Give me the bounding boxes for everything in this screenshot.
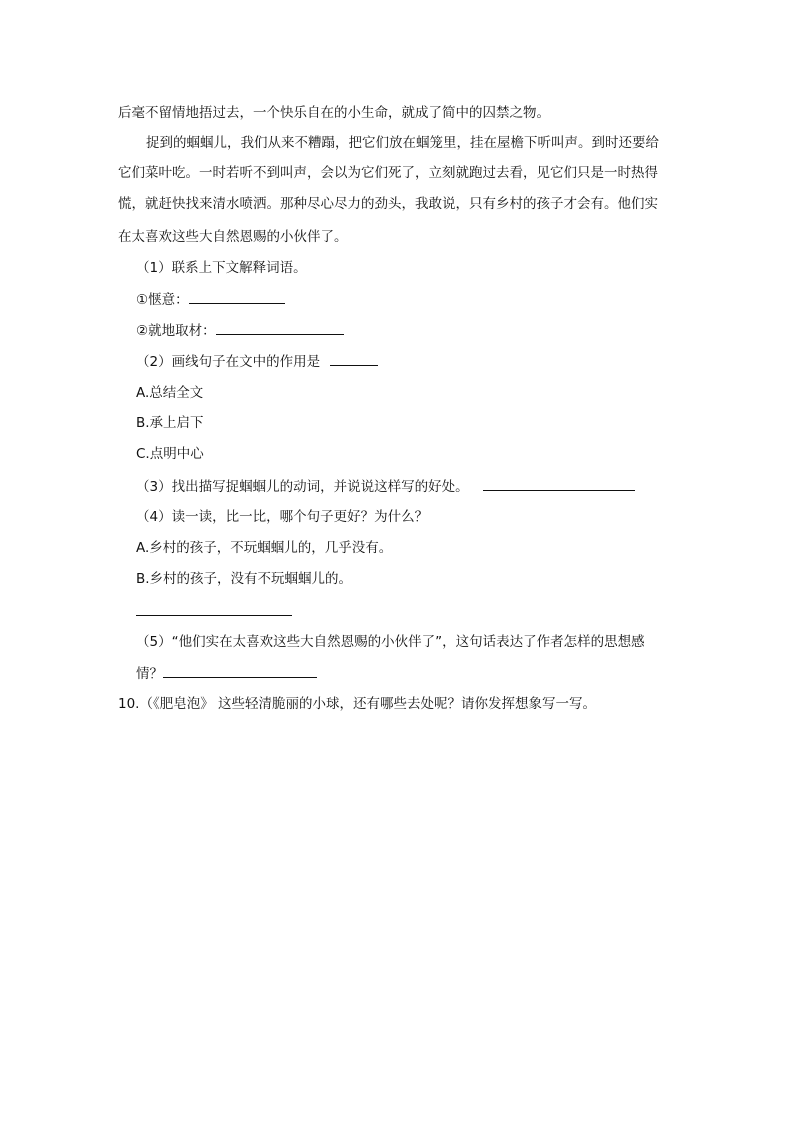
- answer-blank[interactable]: [483, 476, 635, 491]
- question-10: 10.（《肥皂泡》 这些轻清脆丽的小球，还有哪些去处呢？请你发挥想象写一写。: [118, 696, 597, 712]
- question-1b: [136, 320, 344, 341]
- passage-line: 慌，就赶快找来清水喷洒。那种尽心尽力的劲头，我敢说，只有乡村的孩子才会有。他们实: [118, 196, 658, 212]
- question-3-label: （3）找出描写捉蝈蝈儿的动词，并说说这样写的好处。: [136, 479, 469, 495]
- question-1: （1）联系上下文解释词语。: [136, 260, 307, 276]
- option-c: C.点明中心: [136, 446, 204, 462]
- option-b: B.乡村的孩子，没有不玩蝈蝈儿的。: [136, 571, 353, 587]
- passage-line: 在太喜欢这些大自然恩赐的小伙伴了。: [118, 229, 348, 245]
- question-4: （4）读一读，比一比，哪个句子更好？为什么？: [136, 509, 429, 525]
- option-a: A.乡村的孩子，不玩蝈蝈儿的，几乎没有。: [136, 540, 393, 556]
- question-3: [136, 476, 635, 497]
- answer-blank[interactable]: [136, 601, 292, 616]
- question-5-line1: （5）“他们实在太喜欢这些大自然恩赐的小伙伴了”，这句话表达了作者怎样的思想感: [136, 634, 645, 650]
- answer-blank[interactable]: [330, 351, 378, 366]
- question-1a: [136, 289, 285, 310]
- passage-line: 它们菜叶吃。一时若听不到叫声，会以为它们死了，立刻就跑过去看，见它们只是一时热得: [118, 165, 658, 181]
- passage-line: 后毫不留情地捂过去，一个快乐自在的小生命，就成了简中的囚禁之物。: [118, 105, 550, 121]
- question-5-label: 情？: [136, 666, 163, 682]
- question-4-answer: [136, 601, 292, 622]
- question-5-line2: [136, 663, 317, 684]
- answer-blank[interactable]: [216, 320, 344, 335]
- option-b: B.承上启下: [136, 415, 204, 431]
- question-1a-label: ①惬意：: [136, 292, 189, 308]
- answer-blank[interactable]: [163, 663, 317, 678]
- question-1b-label: ②就地取材：: [136, 323, 216, 339]
- passage-line: 捉到的蝈蝈儿，我们从来不糟蹋，把它们放在蝈笼里，挂在屋檐下听叫声。到时还要给: [146, 135, 659, 151]
- option-a: A.总结全文: [136, 385, 204, 401]
- question-2-label: （2）画线句子在文中的作用是: [136, 354, 321, 370]
- answer-blank[interactable]: [189, 289, 285, 304]
- question-2: [136, 351, 378, 372]
